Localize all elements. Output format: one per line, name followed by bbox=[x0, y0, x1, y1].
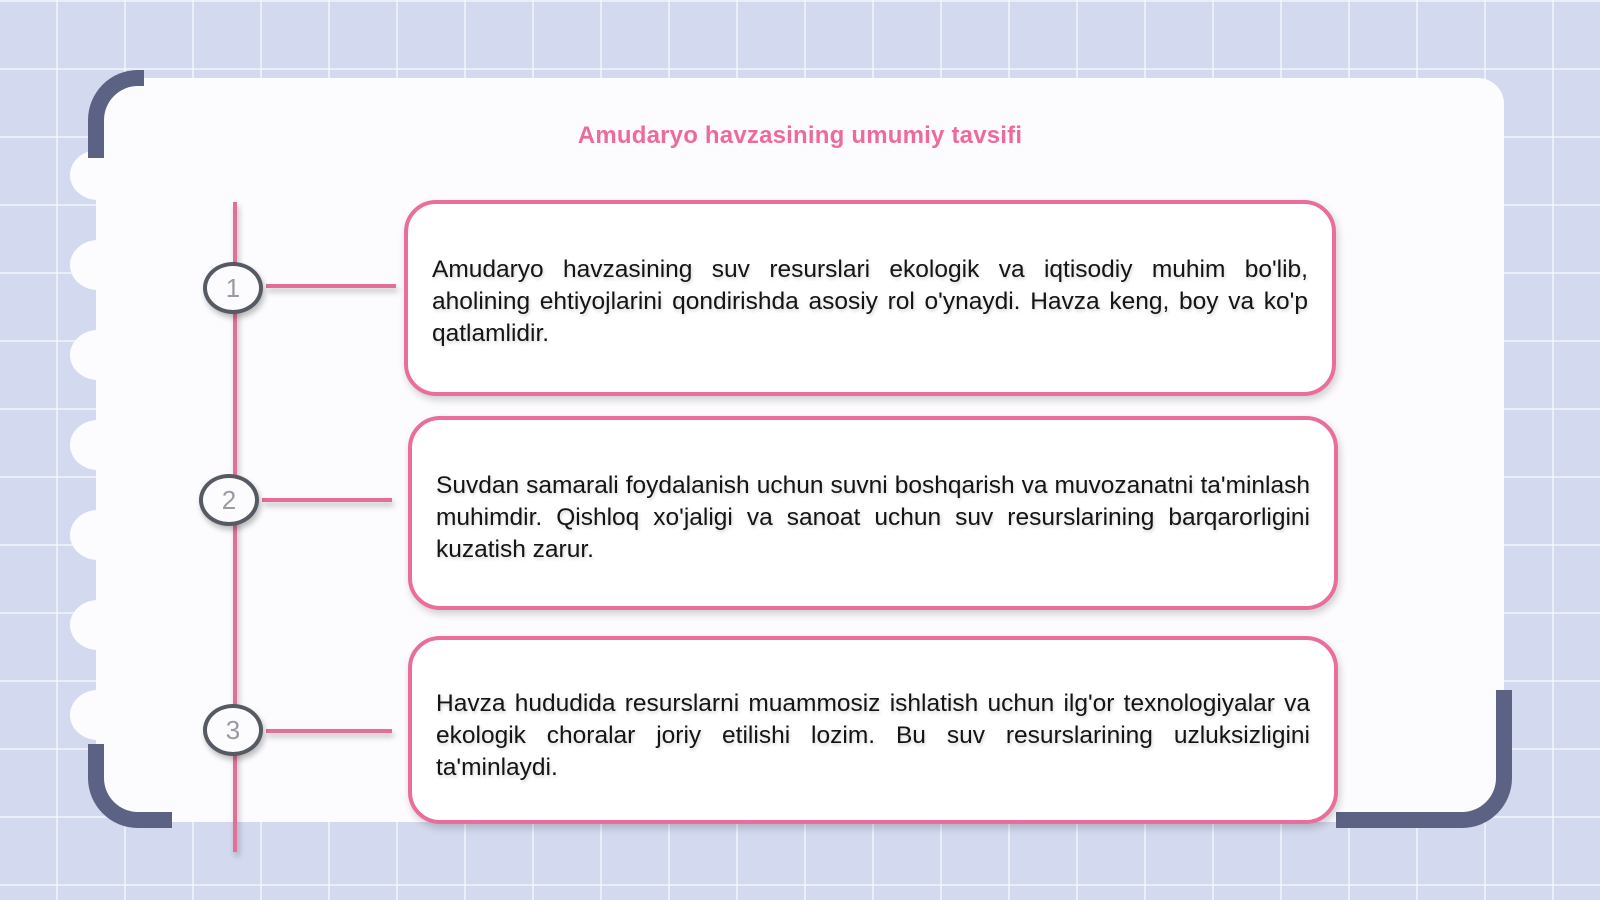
slide-title: Amudaryo havzasining umumiy tavsifi bbox=[577, 122, 1023, 149]
paper-scallop bbox=[70, 690, 126, 740]
info-card-1 bbox=[404, 200, 1336, 396]
frame-corner-bottom-left bbox=[88, 744, 172, 828]
info-card-3 bbox=[408, 636, 1338, 824]
paper-scallop bbox=[70, 240, 126, 290]
card-text: Suvdan samarali foydalanish uchun suvni boshqarish va muvozanatni ta'minlash muhimdir. Qishloq xo'jaligi va sanoat uchun suv resurslarining barqarorligini kuzatish zarur. bbox=[436, 472, 1310, 563]
paper-scallop bbox=[70, 510, 126, 560]
frame-corner-bottom-right bbox=[1336, 690, 1512, 828]
card-text: Havza hududida resurslarni muammosiz ishlatish uchun ilg'or texnologiyalar va ekologik choralar joriy etilishi lozim. Bu suv resurslarining uzluksizligini ta'minlaydi. bbox=[436, 690, 1310, 781]
paper-scallop bbox=[70, 600, 126, 650]
paper-scallop bbox=[70, 420, 126, 470]
info-card-2 bbox=[408, 416, 1338, 610]
timeline-connector bbox=[262, 498, 392, 502]
timeline-node-2: 2 bbox=[199, 474, 259, 526]
timeline-connector bbox=[266, 729, 392, 733]
paper-scallop bbox=[70, 330, 126, 380]
timeline-node-1: 1 bbox=[203, 262, 263, 314]
timeline-node-3: 3 bbox=[203, 704, 263, 756]
timeline-connector bbox=[266, 284, 396, 288]
card-text: Amudaryo havzasining suv resurslari ekologik va iqtisodiy muhim bo'lib, aholining ehtiyojlarini qondirishda asosiy rol o'ynaydi. Havza keng, boy va ko'p qatlamlidir. bbox=[432, 256, 1308, 347]
